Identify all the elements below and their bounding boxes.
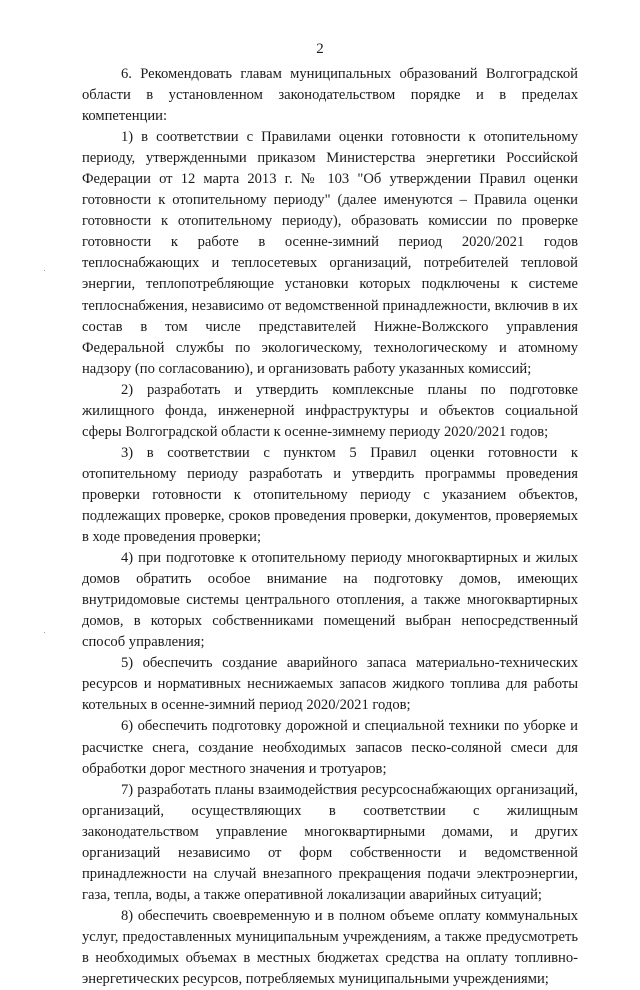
list-item-5: 5) обеспечить создание аварийного запаса материально-технических ресурсов и нормативных неснижаемых запасов жидкого топлива для работы котельных в осенне-зимний период 2020/2021 годов; [82,655,578,714]
document-body [82,64,578,990]
list-item-1: 1) в соответствии с Правилами оценки готовности к отопительному периоду, утвержденными приказом Министерства энергетики Российской Федерации от 12 марта 2013 г. № 103 "Об утверждении Правил оценки готовности к отопительному периоду" (далее именуются – Правила оценки готовности к отопительному периоду), образовать комиссии по проверке готовности к работе в осенне-зимний период 2020/2021 годов теплоснабжающих и теплосетевых организаций, потребителей тепловой энергии, теплопотребляющие установки которых подключены к системе теплоснабжения, независимо от ведомственной принадлежности, включив в их состав в том числе представителей Нижне-Волжского управления Федеральной службы по экологическому, технологическому и атомному надзору (по согласованию), и организовать работу указанных комиссий; [82,129,578,377]
list-item-3: 3) в соответствии с пунктом 5 Правил оценки готовности к отопительному периоду разработать и утвердить программы проведения проверки готовности к отопительному периоду с указанием объектов, подлежащих проверке, сроков проведения проверки, документов, проверяемых в ходе проведения проверки; [82,444,578,546]
list-item-6: 6) обеспечить подготовку дорожной и специальной техники по уборке и расчистке снега, создание необходимых запасов песко-соляной смеси для обработки дорог местного значения и тротуаров; [82,718,578,777]
scan-edge-mark [44,270,45,271]
list-item-7: 7) разработать планы взаимодействия ресурсоснабжающих организаций, организаций, осуществляющих в соответствии с жилищным законодательством управление многоквартирными домами, и других организаций независимо от форм собственности и ведомственной принадлежности на случай внезапного прекращения подачи электроэнергии, газа, тепла, воды, а также оперативной локализации аварийных ситуаций; [82,781,578,903]
intro-paragraph: 6. Рекомендовать главам муниципальных образований Волгоградской области в установленном законодательством порядке и в пределах компетенции: [82,66,578,125]
scan-edge-mark [44,632,45,633]
page-number: 2 [316,41,324,57]
list-item-4: 4) при подготовке к отопительному периоду многоквартирных и жилых домов обратить особое внимание на подготовку домов, имеющих внутридомовые системы центрального отопления, а также многоквартирных домов, в которых собственниками помещений выбран непосредственный способ управления; [82,550,578,651]
list-item-2: 2) разработать и утвердить комплексные планы по подготовке жилищного фонда, инженерной инфраструктуры и объектов социальной сферы Волгоградской области к осенне-зимнему периоду 2020/2021 годов; [82,381,578,440]
list-item-8: 8) обеспечить своевременную и в полном объеме оплату коммунальных услуг, предоставленных муниципальным учреждениям, а также предусмотреть в необходимых объемах в местных бюджетах средства на оплату топливно-энергетических ресурсов, потребляемых муниципальными учреждениями; [82,907,578,988]
